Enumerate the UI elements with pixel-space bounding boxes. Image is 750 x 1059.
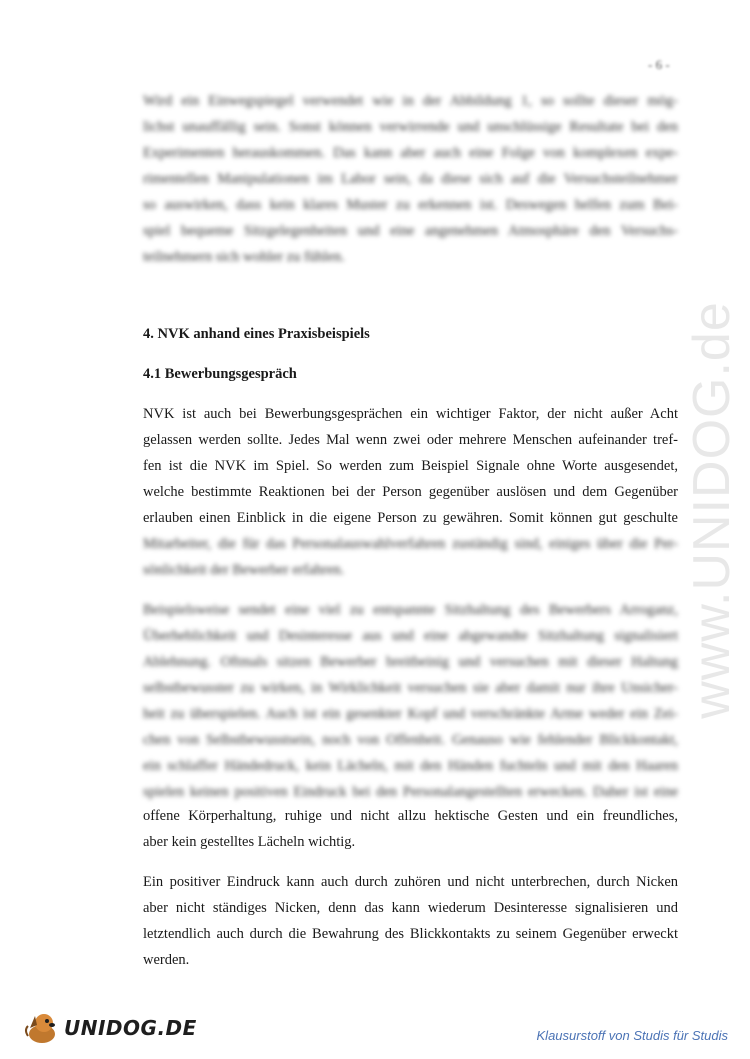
unidog-logo[interactable] <box>22 1010 197 1046</box>
text-line: heit zu überspielen. Auch ist ein gesenkter Kopf und verschränkte Arme weder ein Zei- <box>143 706 678 722</box>
text-line: Ein positiver Eindruck kann auch durch zuhören und nicht unterbrechen, durch Nicken <box>143 874 678 890</box>
subsection-heading: 4.1 Bewerbungsgespräch <box>143 366 297 382</box>
section-heading: 4. NVK anhand eines Praxisbeispiels <box>143 326 370 342</box>
text-line: rimentellen Manipulationen im Labor sein, da diese sich auf die Versuchsteilnehmer <box>143 171 678 187</box>
text-line: letztendlich auch durch die Bewahrung des Blickkontakts zu seinem Gegenüber erweckt <box>143 926 678 942</box>
text-line: erlauben einen Einblick in die eigene Person zu gewähren. Somit können gut geschulte <box>143 510 678 526</box>
paragraph-3 <box>143 869 678 973</box>
text-line: offene Körperhaltung, ruhige und nicht allzu hektische Gesten und ein freundliches, <box>143 808 678 824</box>
text-line: chen von Selbstbewusstsein, noch von Offenheit. Genauso wie fehlender Blickkontakt, <box>143 732 678 748</box>
paragraph-2 <box>143 803 678 855</box>
intro-paragraph-blurred <box>143 88 678 270</box>
text-line: teilnehmern sich wohler zu fühlen. <box>143 249 345 265</box>
text-line: werden. <box>143 952 190 968</box>
text-line: Wird ein Einwegspiegel verwendet wie in der Abbildung 1, so sollte dieser mög- <box>143 93 678 109</box>
text-line: NVK ist auch bei Bewerbungsgesprächen ein wichtiger Faktor, der nicht außer Acht <box>143 406 678 422</box>
text-line: welche bestimmte Reaktionen bei der Person gegenüber auslösen und dem Gegenüber <box>143 484 678 500</box>
text-line: aber nicht ständiges Nicken, denn das kann wiederum Desinteresse signalisieren und <box>143 900 678 916</box>
text-line: Ablehnung. Oftmals sitzen Bewerber breitbeinig und versuchen mit dieser Haltung <box>143 654 678 670</box>
text-line: selbstbewusster zu wirken, in Wirklichkeit versuchen sie aber damit nur ihre Unsicher- <box>143 680 678 696</box>
text-line: Experimenten herauskommen. Das kann aber auch eine Folge von komplexen expe- <box>143 145 678 161</box>
text-line: sönlichkeit der Bewerber erfahren. <box>143 562 345 578</box>
text-line: Beispielsweise sendet eine viel zu entspannte Sitzhaltung des Bewerbers Arroganz, <box>143 602 678 618</box>
watermark: www.UNIDOG.de <box>683 301 741 719</box>
text-line: so auswirken, dass kein klares Muster zu erkennen ist. Deswegen helfen zum Bei- <box>143 197 678 213</box>
text-line: spielen keinen positiven Eindruck bei den Personalangestellten erwecken. Daher ist eine <box>143 784 678 800</box>
logo-text: UNIDOG.DE <box>64 1016 197 1040</box>
text-line: gelassen werden sollte. Jedes Mal wenn zwei oder mehrere Menschen aufeinander tref- <box>143 432 678 448</box>
text-line: spiel bequeme Sitzgelegenheiten und eine angenehmen Atmosphäre den Versuchs- <box>143 223 678 239</box>
paragraph-1-blurred <box>143 531 678 583</box>
paragraph-2-blurred <box>143 597 678 805</box>
text-line: aber kein gestelltes Lächeln wichtig. <box>143 834 356 850</box>
text-line: Überheblichkeit und Desinteresse aus und eine abgewandte Sitzhaltung signalisiert <box>143 628 678 644</box>
page-number: - 6 - <box>648 57 670 72</box>
dog-mascot-icon <box>22 1010 62 1046</box>
text-line: fen ist die NVK im Spiel. So werden zum Beispiel Signale ohne Worte ausgesendet, <box>143 458 678 474</box>
text-line: Mitarbeiter, die für das Personalauswahlverfahren zuständig sind, einiges über die Per- <box>143 536 678 552</box>
footer-tagline: Klausurstoff von Studis für Studis <box>536 1028 728 1043</box>
text-line: lichst unauffällig sein. Sonst können verwirrende und unschlüssige Resultate bei den <box>143 119 678 135</box>
text-line: ein schlaffer Händedruck, kein Lächeln, mit den Händen fuchteln und mit den Haaren <box>143 758 678 774</box>
paragraph-1 <box>143 401 678 531</box>
